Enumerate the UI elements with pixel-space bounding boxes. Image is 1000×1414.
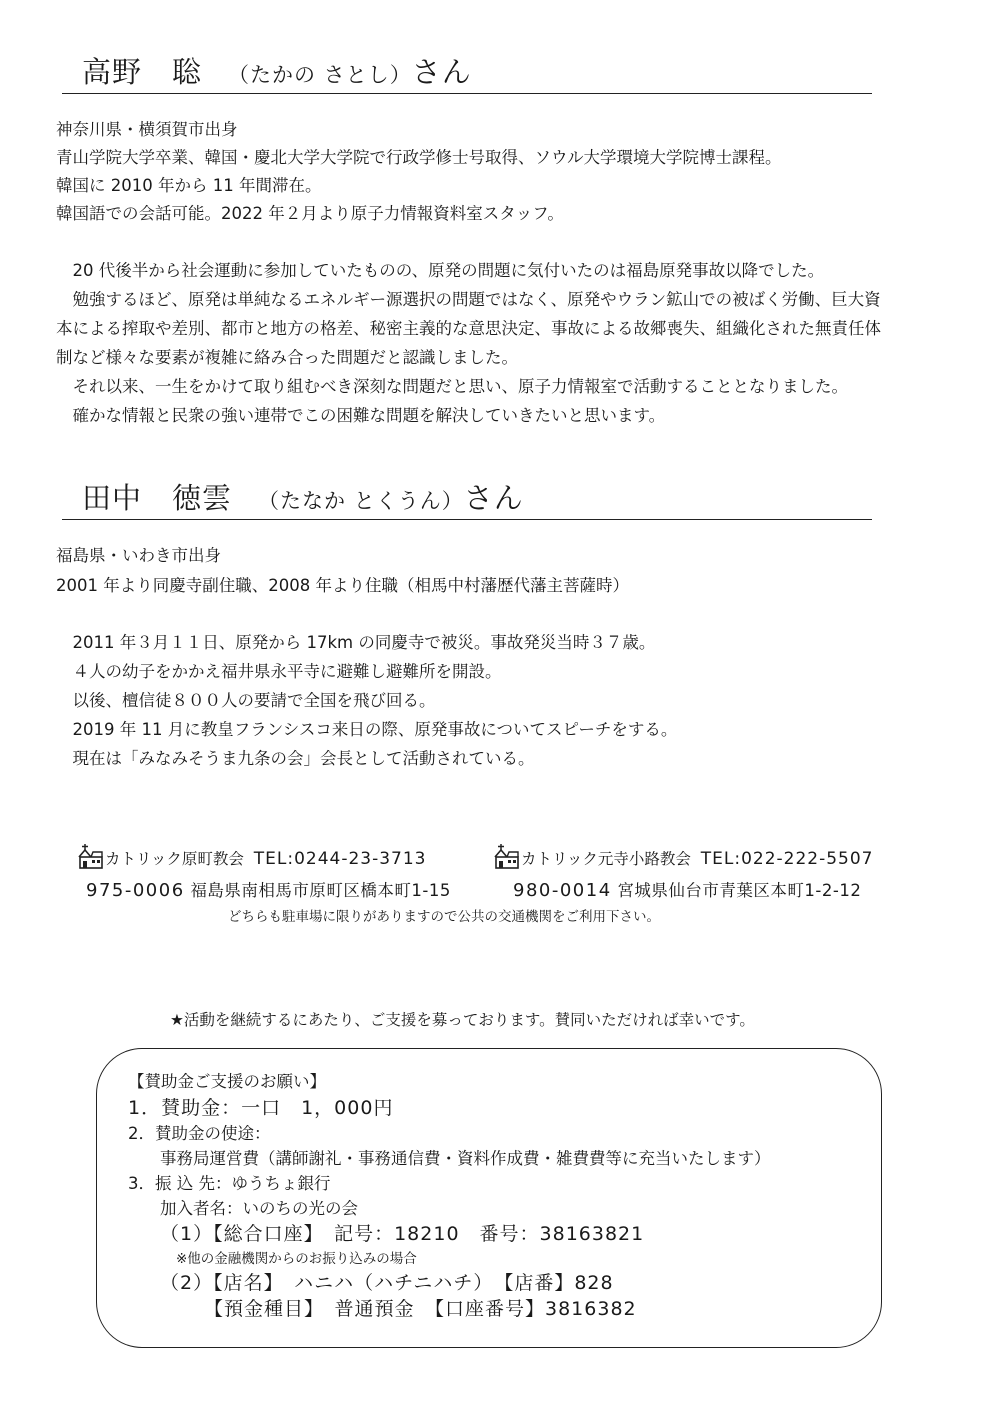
church-icon	[78, 843, 104, 869]
person2-statement-line: 以後、檀信徒８００人の要請で全国を飛び回る。	[56, 691, 436, 710]
person1-heading	[82, 55, 472, 89]
support-account-1: （1）【総合口座】 記号：18210 番号：38163821	[160, 1223, 645, 1245]
church1-contact	[105, 851, 427, 868]
support-item-usage: 2．賛助金の使途：	[128, 1124, 271, 1143]
person1-statement-line: 確かな情報と民衆の強い連帯でこの困難な問題を解決していきたいと思います。	[56, 406, 666, 425]
church1-name: カトリック原町教会	[105, 850, 244, 868]
person2-heading	[82, 481, 524, 515]
church1-tel: TEL:0244-23-3713	[253, 849, 427, 869]
person1-statement-line: 本による搾取や差別、都市と地方の格差、秘密主義的な意思決定、事故による故郷喪失、組織化された無責任体	[56, 319, 881, 338]
church1-postal: 975-0006	[86, 880, 185, 901]
person1-furigana: （たかの さとし）	[228, 63, 412, 87]
person2-divider	[62, 519, 872, 520]
support-item-bank: 3．振 込 先：ゆうちょ銀行	[128, 1174, 331, 1193]
person1-statement-line: 20 代後半から社会運動に参加していたものの、原発の問題に気付いたのは福島原発事故以降でした。	[56, 261, 825, 280]
church2-name: カトリック元寺小路教会	[521, 850, 691, 868]
person2-furigana: （たなか とくうん）	[258, 489, 464, 513]
person2-name: 田中 徳雲	[82, 481, 233, 515]
person1-profile-line: 神奈川県・横須賀市出身	[56, 120, 238, 139]
church2-postal: 980-0014	[513, 880, 612, 901]
support-usage-detail: 事務局運営費（講師謝礼・事務通信費・資料作成費・雑費費等に充当いたします）	[160, 1149, 771, 1168]
church2-contact	[521, 851, 874, 868]
person1-statement-line: それ以来、一生をかけて取り組むべき深刻な問題だと思い、原子力情報室で活動することとなりました。	[56, 377, 848, 396]
person2-statement-line: 2011 年３月１１日、原発から 17km の同慶寺で被災。事故発災当時３７歳。	[56, 633, 656, 652]
person1-profile-line: 韓国語での会話可能。2022 年２月より原子力情報資料室スタッフ。	[56, 204, 564, 223]
person2-statement-line: 現在は「みなみそうま九条の会」会長として活動されている。	[56, 749, 535, 768]
church2-tel: TEL:022-222-5507	[700, 849, 874, 869]
support-intro: ★活動を継続するにあたり、ご支援を募っております。賛同いただければ幸いです。	[170, 1011, 755, 1029]
person1-divider	[62, 93, 872, 94]
church1-address	[86, 882, 451, 900]
support-account-2-line2: 【預金種目】 普通預金 【口座番号】3816382	[204, 1298, 637, 1320]
person2-profile-line: 2001 年より同慶寺副住職、2008 年より住職（相馬中村藩歴代藩主菩薩時）	[56, 576, 629, 595]
person1-profile-line: 青山学院大学卒業、韓国・慶北大学大学院で行政学修士号取得、ソウル大学環境大学院博士課程。	[56, 148, 782, 167]
person1-statement-line: 勉強するほど、原発は単純なるエネルギー源選択の問題ではなく、原発やウラン鉱山での被ばく労働、巨大資	[56, 290, 881, 309]
church1-address-text: 福島県南相馬市原町区橋本町1-15	[190, 881, 451, 900]
person2-statement-line: 2019 年 11 月に教皇フランシスコ来日の際、原発事故についてスピーチをする。	[56, 720, 678, 739]
support-title: 【賛助金ご支援のお願い】	[128, 1072, 326, 1091]
church-icon	[494, 843, 520, 869]
support-account-2-line1: （2）【店名】 ハニハ（ハチニハチ） 【店番】828	[160, 1272, 614, 1294]
person2-profile-line: 福島県・いわき市出身	[56, 546, 221, 565]
church2-address-text: 宮城県仙台市青葉区本町1-2-12	[617, 881, 862, 900]
support-note-other-banks: ※他の金融機関からのお振り込みの場合	[176, 1251, 417, 1267]
church2-address	[513, 882, 861, 900]
person1-profile-line: 韓国に 2010 年から 11 年間滞在。	[56, 176, 322, 195]
person1-name: 高野 聡	[82, 55, 203, 89]
parking-note: どちらも駐車場に限りがありますので公共の交通機関をご利用下さい。	[228, 909, 660, 925]
support-account-holder: 加入者名：いのちの光の会	[160, 1199, 358, 1218]
person1-statement-line: 制など様々な要素が複雑に絡み合った問題だと認識しました。	[56, 348, 518, 367]
person1-honorific: さん	[411, 55, 472, 89]
person2-statement-line: ４人の幼子をかかえ福井県永平寺に避難し避難所を開設。	[56, 662, 502, 681]
support-item-fee: 1．賛助金：一口 1，000円	[128, 1097, 394, 1119]
person2-honorific: さん	[463, 481, 524, 515]
